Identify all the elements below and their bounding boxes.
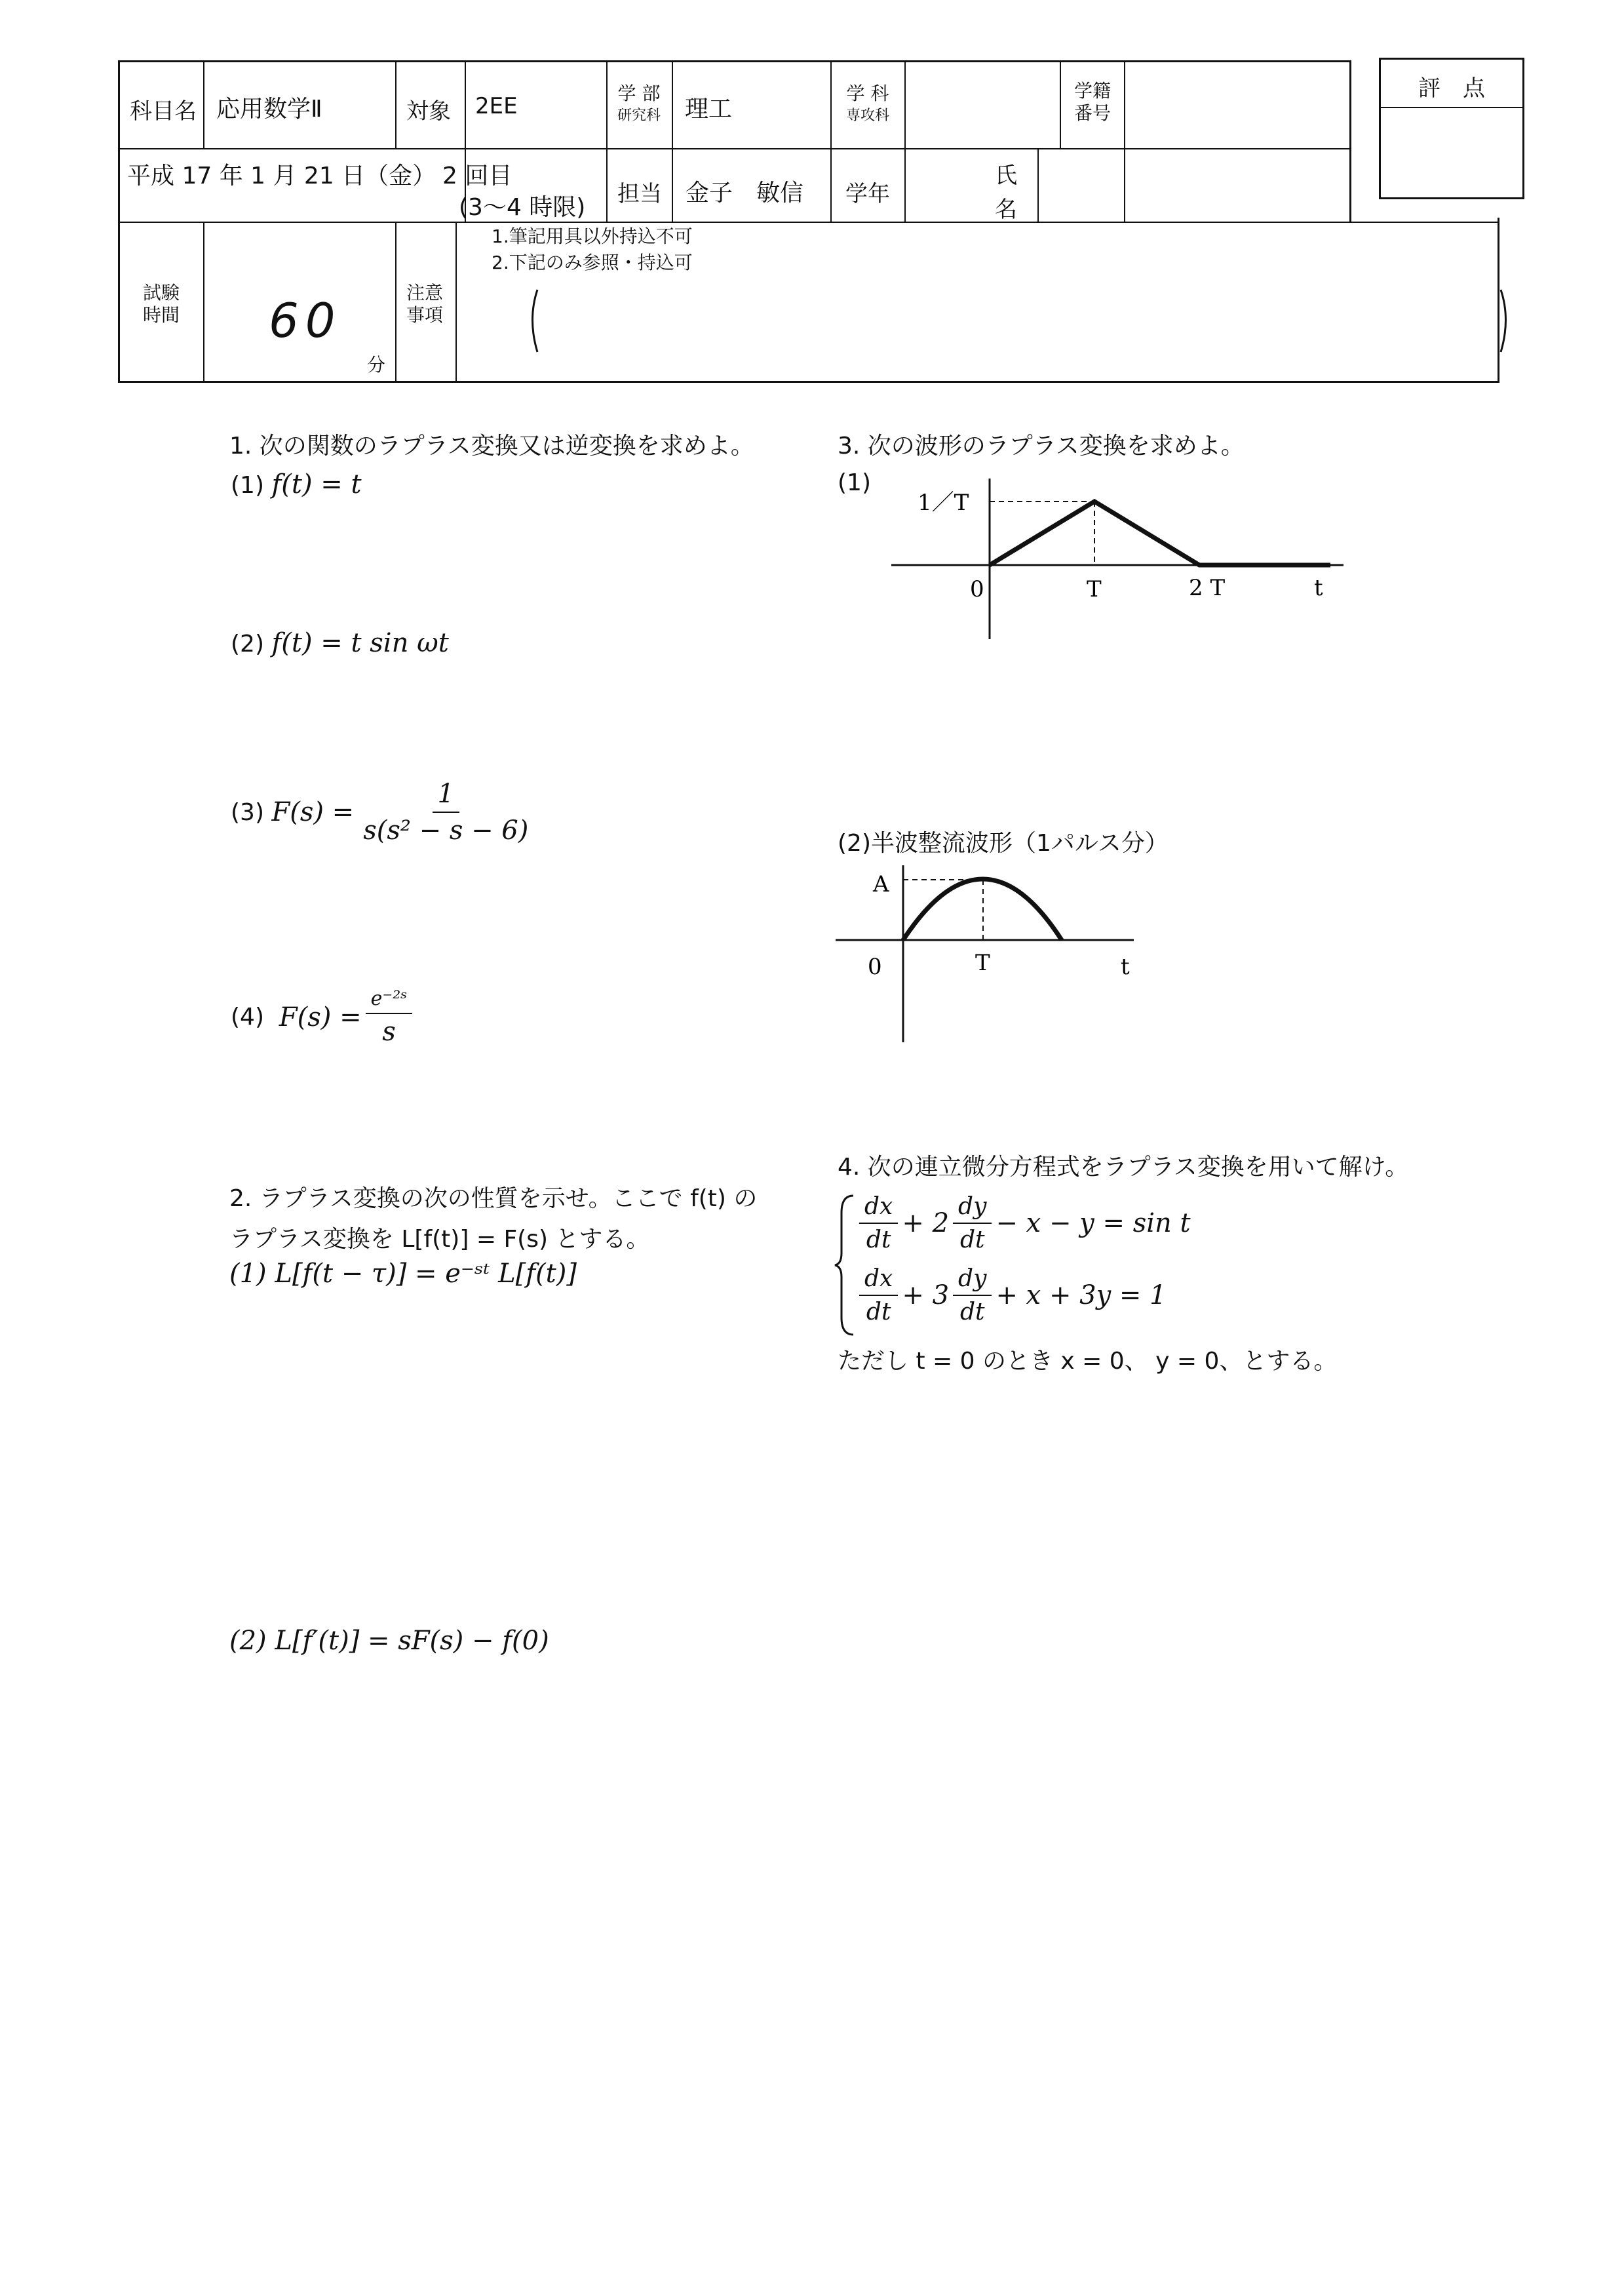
x-label-T: T — [975, 950, 990, 976]
row-divider-1 — [118, 148, 1350, 149]
x-label-t: t — [1121, 954, 1130, 980]
half-wave-rectified-graph — [826, 852, 1167, 1049]
score-label: 評 点 — [1418, 75, 1485, 102]
score-box — [1379, 58, 1524, 199]
exam-header-table — [118, 60, 1499, 383]
student-number-label: 学籍 番号 — [1073, 80, 1111, 124]
x-label-t: t — [1314, 575, 1323, 601]
faculty-label: 学 部 研究科 — [617, 83, 661, 124]
problem-2-1: (1) L[f(t − τ)] = e⁻ˢᵗ L[f(t)] — [229, 1259, 577, 1289]
target-label: 対象 — [406, 98, 451, 125]
problem-1-title: 1. 次の関数のラプラス変換又は逆変換を求めよ。 — [229, 433, 754, 460]
note-1: 1.筆記用具以外持込不可 — [492, 226, 693, 247]
y-label-A: A — [873, 871, 889, 897]
subject-label: 科目名 — [130, 98, 197, 125]
problem-3-title: 3. 次の波形のラプラス変換を求めよ。 — [838, 433, 1245, 460]
exam-time-unit: 分 — [367, 354, 386, 376]
x-label-T: T — [1087, 576, 1102, 602]
triangle-waveform — [990, 501, 1330, 565]
triangle-waveform-graph — [878, 472, 1350, 642]
problem-1-1: (1) f(t) = t — [231, 469, 362, 500]
exam-time-value: 60 — [269, 293, 342, 348]
table-border-right-upper — [1349, 60, 1351, 223]
problem-2-title-line-2: ラプラス変換を L[f(t)] = F(s) とする。 — [229, 1226, 650, 1253]
table-border-top — [118, 60, 1350, 62]
problem-3-1-number: (1) — [838, 469, 871, 496]
reference-brackets — [524, 286, 1514, 359]
subject-value: 応用数学Ⅱ — [216, 96, 322, 123]
notes-label: 注意 事項 — [406, 282, 444, 326]
problem-2-title-line-1: 2. ラプラス変換の次の性質を示せ。ここで f(t) の — [229, 1185, 758, 1212]
problem-1-3: (3) F(s) = $\frac{1}{\text{s(s² − s − 6)}}$ — [231, 779, 529, 846]
x-label-0: 0 — [868, 954, 882, 980]
table-border-bottom — [118, 381, 1499, 383]
name-label-2: 名 — [995, 197, 1017, 223]
problem-4-condition: ただし t = 0 のとき x = 0、 y = 0、とする。 — [838, 1348, 1338, 1375]
year-label: 学年 — [845, 181, 890, 207]
problem-1-2: (2) f(t) = t sin ωt — [231, 628, 449, 658]
problem-3-2-title: (2)半波整流波形（1パルス分） — [838, 830, 1169, 857]
x-label-0: 0 — [970, 576, 984, 602]
exam-period: (3～4 時限) — [459, 194, 586, 221]
problem-2-2: (2) L[f′(t)] = sF(s) − f(0) — [229, 1626, 549, 1656]
teacher-value: 金子 敏信 — [686, 180, 804, 206]
exam-session: 2 回目 — [442, 163, 512, 189]
system-brace — [832, 1193, 859, 1337]
faculty-value: 理工 — [685, 96, 733, 123]
equation-1: $\frac{dx}{dt}$ + 2 $\frac{dy}{dt}$ − x − y = sin t — [855, 1193, 1191, 1253]
exam-date: 平成 17 年 1 月 21 日（金） — [127, 163, 436, 189]
x-label-2T: 2 T — [1189, 575, 1226, 601]
target-value: 2EE — [475, 93, 518, 119]
row-divider-2 — [118, 222, 1499, 223]
note-2: 2.下記のみ参照・持込可 — [492, 252, 693, 273]
y-label-1-over-T: 1／T — [918, 490, 969, 516]
teacher-label: 担当 — [617, 181, 662, 207]
dept-label: 学 科 専攻科 — [845, 83, 889, 124]
problem-4-title: 4. 次の連立微分方程式をラプラス変換を用いて解け。 — [838, 1154, 1409, 1181]
exam-time-label: 試験 時間 — [143, 282, 180, 326]
name-label-1: 氏 — [995, 163, 1017, 189]
problem-1-4: (4) F(s) = $\frac{\text{e⁻²ˢ}}{s}$ — [231, 987, 416, 1047]
equation-2: $\frac{dx}{dt}$ + 3 $\frac{dy}{dt}$ + x + 3y = 1 — [855, 1265, 1167, 1325]
